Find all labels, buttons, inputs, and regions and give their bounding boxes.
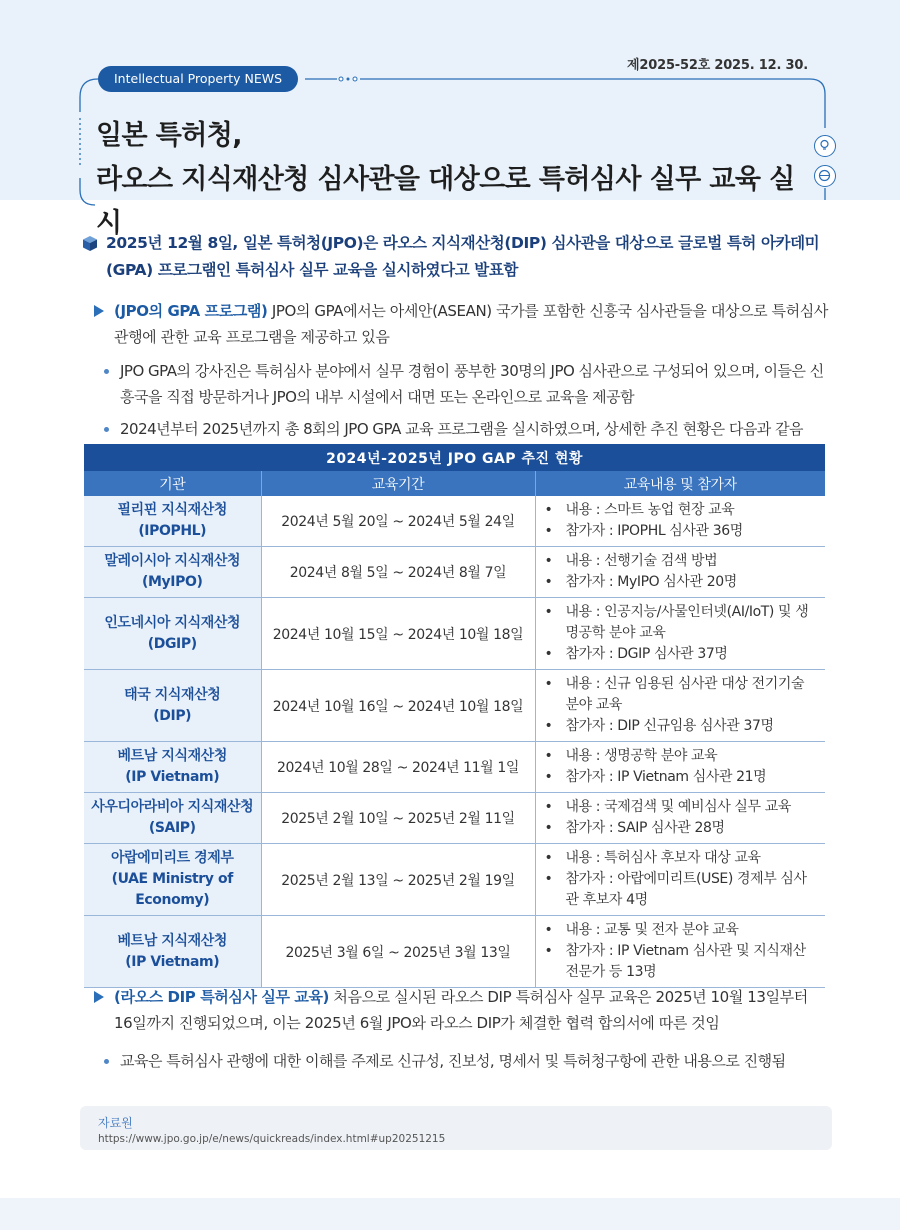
org-line: (IP Vietnam) xyxy=(125,769,220,785)
page-title xyxy=(96,114,816,246)
triangle-bullet-icon xyxy=(94,991,104,1003)
summary-paragraph xyxy=(80,230,828,284)
org-line: 인도네시아 지식재산청 xyxy=(104,614,241,631)
org-line: (UAE Ministry of xyxy=(111,871,233,887)
cell-period: 2024년 8월 5일 ~ 2024년 8월 7일 xyxy=(261,547,535,598)
org-line: 사우디아라비아 지식재산청 xyxy=(91,799,254,815)
cell-org xyxy=(84,670,261,742)
issue-number: 제2025-52호 2025. 12. 30. xyxy=(627,58,808,73)
detail-item: • 내용 : 교통 및 전자 분야 교육 xyxy=(536,920,820,941)
detail-item: • 참가자 : IP Vietnam 심사관 및 지식재산 전문가 등 13명 xyxy=(536,941,820,983)
table-body xyxy=(84,496,825,988)
org-line: 베트남 지식재산청 xyxy=(117,932,227,949)
detail-item: • 내용 : 선행기술 검색 방법 xyxy=(536,551,820,572)
col-header-org: 기관 xyxy=(84,471,261,496)
detail-item: • 내용 : 생명공학 분야 교육 xyxy=(536,746,820,767)
detail-item: • 참가자 : DIP 신규임용 심사관 37명 xyxy=(536,716,820,737)
cube-bullet-icon xyxy=(82,235,98,252)
article-body-lower xyxy=(80,984,828,1074)
bullet-item xyxy=(80,416,828,442)
section-lead: (라오스 DIP 특허심사 실무 교육) xyxy=(114,988,330,1006)
detail-item: • 참가자 : SAIP 심사관 28명 xyxy=(536,818,820,839)
cell-org xyxy=(84,916,261,988)
cell-org xyxy=(84,844,261,916)
title-line-2: 라오스 지식재산청 심사관을 대상으로 특허심사 실무 교육 실시 xyxy=(96,164,795,239)
cell-period: 2024년 5월 20일 ~ 2024년 5월 24일 xyxy=(261,496,535,547)
cell-org xyxy=(84,496,261,547)
detail-item: • 참가자 : IPOPHL 심사관 36명 xyxy=(536,521,820,542)
col-header-period: 교육기간 xyxy=(261,471,535,496)
cell-details xyxy=(535,670,825,742)
cell-period: 2024년 10월 16일 ~ 2024년 10월 18일 xyxy=(261,670,535,742)
col-header-details: 교육내용 및 참가자 xyxy=(535,471,825,496)
section-lead: (JPO의 GPA 프로그램) xyxy=(114,302,268,320)
bullet-item xyxy=(80,1048,828,1074)
org-line: 태국 지식재산청 xyxy=(124,686,221,703)
summary-text: 2025년 12월 8일, 일본 특허청(JPO)은 라오스 지식재산청(DIP) 심사관을 대상으로 글로벌 특허 아카데미(GPA) 프로그램인 특허심사 실무 교육을 실시하였다고 발표함 xyxy=(106,234,820,279)
cell-period: 2025년 3월 6일 ~ 2025년 3월 13일 xyxy=(261,916,535,988)
cell-details xyxy=(535,598,825,670)
cell-org xyxy=(84,742,261,793)
org-line: (DGIP) xyxy=(147,635,197,652)
section-text: 처음으로 실시된 라오스 DIP 특허심사 실무 교육은 2025년 10월 13일부터 16일까지 진행되었으며, 이는 2025년 6월 JPO와 라오스 DIP가 체결한 협력 합의서에 따른 것임 xyxy=(114,988,808,1032)
table-row xyxy=(84,496,825,547)
cell-details xyxy=(535,742,825,793)
table-row xyxy=(84,844,825,916)
bullet-text: JPO GPA의 강사진은 특허심사 분야에서 실무 경험이 풍부한 30명의 JPO 심사관으로 구성되어 있으며, 이들은 신흥국을 직접 방문하거나 JPO의 내부 시설에서 대면 또는 온라인으로 교육을 제공함 xyxy=(120,362,824,406)
table-row xyxy=(84,598,825,670)
cell-period: 2025년 2월 13일 ~ 2025년 2월 19일 xyxy=(261,844,535,916)
source-link[interactable]: https://www.jpo.go.jp/e/news/quickreads/index.html#up20251215 xyxy=(98,1133,446,1145)
table-row xyxy=(84,742,825,793)
dot-bullet-icon xyxy=(104,427,109,432)
table-row xyxy=(84,547,825,598)
org-line: 말레이시아 지식재산청 xyxy=(104,553,241,569)
org-line: Economy) xyxy=(135,892,210,908)
cell-details xyxy=(535,793,825,844)
org-line: (MyIPO) xyxy=(142,574,203,590)
cell-org xyxy=(84,547,261,598)
bullet-text: 교육은 특허심사 관행에 대한 이해를 주제로 신규성, 진보성, 명세서 및 특허청구항에 관한 내용으로 진행됨 xyxy=(120,1052,786,1070)
org-line: 필리핀 지식재산청 xyxy=(117,502,227,518)
org-line: (IPOPHL) xyxy=(138,523,207,539)
org-line: (DIP) xyxy=(153,707,192,724)
table-row xyxy=(84,793,825,844)
cell-details xyxy=(535,844,825,916)
detail-item: • 내용 : 스마트 농업 현장 교육 xyxy=(536,500,820,521)
org-line: (IP Vietnam) xyxy=(125,953,220,970)
detail-item: • 참가자 : 아랍에미리트(USE) 경제부 심사관 후보자 4명 xyxy=(536,869,820,911)
section-laos-dip xyxy=(80,984,828,1036)
section-text: JPO의 GPA에서는 아세안(ASEAN) 국가를 포함한 신흥국 심사관들을 대상으로 특허심사 관행에 관한 교육 프로그램을 제공하고 있음 xyxy=(114,302,828,346)
detail-item: • 참가자 : MyIPO 심사관 20명 xyxy=(536,572,820,593)
cell-org xyxy=(84,598,261,670)
triangle-bullet-icon xyxy=(94,305,104,317)
news-category-tag: Intellectual Property NEWS xyxy=(98,66,298,92)
gpa-status-table xyxy=(84,444,825,988)
org-line: (SAIP) xyxy=(148,820,196,836)
detail-item: • 참가자 : IP Vietnam 심사관 21명 xyxy=(536,767,820,788)
footer-band xyxy=(0,1198,900,1230)
detail-item: • 내용 : 특허심사 후보자 대상 교육 xyxy=(536,848,820,869)
title-line-1: 일본 특허청, xyxy=(96,120,242,151)
cell-details xyxy=(535,496,825,547)
table-caption: 2024년-2025년 JPO GAP 추진 현황 xyxy=(84,444,825,471)
dot-bullet-icon xyxy=(104,1059,109,1064)
cell-period: 2025년 2월 10일 ~ 2025년 2월 11일 xyxy=(261,793,535,844)
cell-org xyxy=(84,793,261,844)
cell-period: 2024년 10월 28일 ~ 2024년 11월 1일 xyxy=(261,742,535,793)
article-body xyxy=(80,230,828,442)
cell-period: 2024년 10월 15일 ~ 2024년 10월 18일 xyxy=(261,598,535,670)
section-jpo-gpa xyxy=(80,298,828,350)
source-label: 자료원 xyxy=(98,1116,133,1130)
table-row xyxy=(84,670,825,742)
cell-details xyxy=(535,916,825,988)
cell-details xyxy=(535,547,825,598)
bullet-item xyxy=(80,358,828,410)
detail-item: • 내용 : 신규 임용된 심사관 대상 전기기술 분야 교육 xyxy=(536,674,820,716)
dot-bullet-icon xyxy=(104,369,109,374)
bullet-text: 2024년부터 2025년까지 총 8회의 JPO GPA 교육 프로그램을 실시하였으며, 상세한 추진 현황은 다음과 같음 xyxy=(120,420,804,438)
globe-icon xyxy=(814,165,836,187)
org-line: 아랍에미리트 경제부 xyxy=(110,850,234,866)
detail-item: • 참가자 : DGIP 심사관 37명 xyxy=(536,644,820,665)
lightbulb-icon xyxy=(814,135,836,157)
detail-item: • 내용 : 인공지능/사물인터넷(AI/IoT) 및 생명공학 분야 교육 xyxy=(536,602,820,644)
detail-item: • 내용 : 국제검색 및 예비심사 실무 교육 xyxy=(536,797,820,818)
org-line: 베트남 지식재산청 xyxy=(117,748,227,764)
table-row xyxy=(84,916,825,988)
